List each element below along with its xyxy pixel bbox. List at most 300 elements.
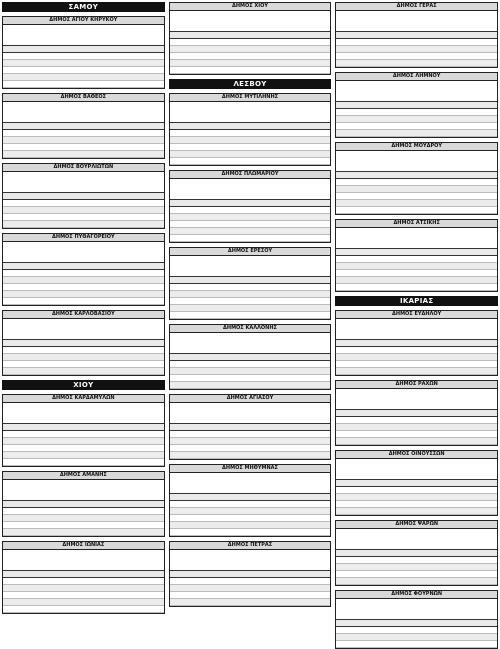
table-cell [123,606,163,613]
table-cell [250,445,290,452]
table-cell [250,529,290,536]
table-cell [83,291,123,298]
table-header-cell [377,249,417,256]
table-cell [170,221,210,228]
table-cell [377,424,417,431]
table-cell [123,67,163,74]
summary-cell [124,416,161,422]
table-cell [170,228,210,235]
table-cell [457,438,497,445]
table-cell [417,53,457,60]
table-cell [336,508,376,515]
table-cell [83,354,123,361]
summary-cell [339,94,376,100]
table-cell [250,312,290,319]
summary-cell [84,332,121,338]
table-cell [457,501,497,508]
summary-cell [251,346,288,352]
table-cell [336,627,376,634]
table-row [170,375,331,382]
summary-cell [339,241,376,247]
table-row [336,487,497,494]
table-header-cell [170,32,210,39]
table-cell [170,305,210,312]
table-cell [290,592,330,599]
table-cell [3,599,43,606]
table-cell [170,515,210,522]
municipality-card [169,2,332,75]
results-table [336,479,497,515]
results-table [170,493,331,536]
table-header-cell [250,571,290,578]
table-header-cell [83,263,123,270]
table-row [170,291,331,298]
table-cell [170,207,210,214]
table-cell [3,74,43,81]
table-header-cell [417,102,457,109]
table-cell [417,417,457,424]
table-cell [377,487,417,494]
table-row [170,60,331,67]
table-cell [123,53,163,60]
table-cell [83,585,123,592]
table-row [170,515,331,522]
table-cell [457,186,497,193]
municipality-card [169,170,332,243]
table-cell [170,284,210,291]
summary-cell [418,472,455,478]
table-cell [377,186,417,193]
table-cell [83,445,123,452]
table-row [3,81,164,88]
table-row [336,557,497,564]
table-cell [250,158,290,165]
table-cell [417,501,457,508]
table-header-cell [377,32,417,39]
table-cell [377,46,417,53]
table-cell [123,515,163,522]
summary-cell [251,24,288,30]
table-cell [417,130,457,137]
table-header-cell [123,263,163,270]
table-cell [457,39,497,46]
table-cell [210,39,250,46]
results-table [170,122,331,165]
table-cell [290,529,330,536]
table-header-cell [457,480,497,487]
table-cell [336,368,376,375]
table-cell [3,354,43,361]
table-cell [290,375,330,382]
municipality-card [169,394,332,460]
table-header-cell [250,424,290,431]
summary-cell [379,94,416,100]
table-cell [83,515,123,522]
table-cell [123,291,163,298]
table-cell [336,46,376,53]
table-cell [417,179,457,186]
table-header-cell [123,46,163,53]
table-cell [417,557,457,564]
summary-cell [339,542,376,548]
table-cell [43,599,83,606]
table-row [170,298,331,305]
municipality-card [169,247,332,320]
summary-block [336,459,497,479]
table-cell [43,74,83,81]
table-cell [417,60,457,67]
table-cell [83,207,123,214]
table-row [3,361,164,368]
table-row [170,158,331,165]
table-header-cell [417,620,457,627]
table-cell [170,46,210,53]
table-row [336,277,497,284]
table-cell [43,270,83,277]
municipality-card [335,72,498,138]
table-cell [210,599,250,606]
table-cell [336,438,376,445]
table-cell [43,452,83,459]
table-cell [83,53,123,60]
table-cell [43,130,83,137]
table-row [3,431,164,438]
table-header-cell [43,193,83,200]
table-cell [83,130,123,137]
results-table [170,199,331,242]
table-cell [417,256,457,263]
municipality-title: ΔΗΜΟΣ ΓΕΡΑΣ [336,3,497,11]
table-cell [457,564,497,571]
table-cell [250,431,290,438]
table-header-cell [417,32,457,39]
table-cell [170,137,210,144]
table-cell [3,606,43,613]
summary-cell [6,38,43,44]
table-cell [210,130,250,137]
summary-block [336,599,497,619]
summary-cell [457,24,494,30]
table-cell [290,284,330,291]
table-header-cell [290,494,330,501]
table-cell [83,431,123,438]
table-row [3,368,164,375]
table-header-cell [123,501,163,508]
summary-cell [379,332,416,338]
table-cell [250,298,290,305]
table-row [3,151,164,158]
table-row [336,508,497,515]
summary-block [170,256,331,276]
table-header-cell [83,193,123,200]
summary-cell [6,185,43,191]
table-row [170,53,331,60]
table-cell [457,627,497,634]
table-cell [417,207,457,214]
table-cell [457,130,497,137]
table-cell [250,284,290,291]
table-cell [123,284,163,291]
table-cell [43,81,83,88]
table-header-cell [250,277,290,284]
table-header-cell [457,32,497,39]
table-row [3,137,164,144]
table-cell [123,347,163,354]
table-cell [457,277,497,284]
results-table [3,339,164,375]
table-cell [123,508,163,515]
table-header-cell [43,424,83,431]
table-cell [123,529,163,536]
table-cell [377,564,417,571]
summary-cell [212,416,249,422]
table-cell [3,60,43,67]
table-row [3,452,164,459]
table-header-cell [417,410,457,417]
table-cell [3,214,43,221]
table-header-cell [290,200,330,207]
municipality-card [335,590,498,649]
summary-cell [124,115,161,121]
table-header-cell [3,263,43,270]
table-cell [336,200,376,207]
summary-cell [457,472,494,478]
table-cell [170,39,210,46]
summary-cell [379,402,416,408]
table-cell [210,298,250,305]
table-cell [457,116,497,123]
table-cell [417,263,457,270]
table-cell [3,578,43,585]
table-cell [250,368,290,375]
summary-cell [379,164,416,170]
table-cell [210,284,250,291]
municipality-title: ΔΗΜΟΣ ΕΥΔΗΛΟΥ [336,311,497,319]
table-cell [210,221,250,228]
table-cell [3,130,43,137]
municipality-title: ΔΗΜΟΣ ΚΑΡΛΟΒΑΣΙΟΥ [3,311,164,319]
results-table [3,570,164,613]
table-cell [83,529,123,536]
table-cell [377,417,417,424]
summary-cell [173,346,210,352]
table-header-cell [210,32,250,39]
table-cell [336,487,376,494]
table-header-cell [377,620,417,627]
summary-cell [6,255,43,261]
table-cell [83,578,123,585]
table-cell [377,53,417,60]
summary-cell [84,563,121,569]
table-cell [83,592,123,599]
table-cell [336,501,376,508]
table-cell [336,123,376,130]
table-cell [83,221,123,228]
table-cell [377,508,417,515]
table-cell [170,501,210,508]
summary-block [3,480,164,500]
summary-cell [418,332,455,338]
summary-block [170,11,331,31]
table-cell [457,179,497,186]
table-cell [3,361,43,368]
table-row [170,529,331,536]
table-row [336,501,497,508]
table-header-cell [210,123,250,130]
table-cell [170,130,210,137]
table-cell [123,452,163,459]
table-row [170,305,331,312]
table-cell [457,200,497,207]
table-cell [417,641,457,648]
table-cell [123,592,163,599]
table-cell [336,60,376,67]
table-cell [210,522,250,529]
table-header-cell [377,340,417,347]
table-header-cell [377,172,417,179]
table-cell [43,277,83,284]
municipality-title: ΔΗΜΟΣ ΨΑΡΩΝ [336,521,497,529]
table-cell [250,438,290,445]
results-table [3,423,164,466]
municipality-card [2,471,165,537]
table-cell [123,270,163,277]
table-cell [170,214,210,221]
summary-cell [339,402,376,408]
table-cell [290,60,330,67]
table-cell [123,221,163,228]
table-row [3,130,164,137]
table-cell [250,452,290,459]
table-cell [417,627,457,634]
summary-cell [290,416,327,422]
municipality-title: ΔΗΜΟΣ ΟΙΝΟΥΣΣΩΝ [336,451,497,459]
table-cell [83,438,123,445]
table-cell [170,291,210,298]
table-cell [210,452,250,459]
table-cell [170,235,210,242]
municipality-card [2,310,165,376]
results-table [336,339,497,375]
table-cell [123,368,163,375]
table-cell [170,375,210,382]
table-cell [457,571,497,578]
summary-cell [212,24,249,30]
table-header-cell [123,424,163,431]
municipality-title: ΔΗΜΟΣ ΑΓΙΑΣΟΥ [170,395,331,403]
summary-cell [173,269,210,275]
table-cell [170,53,210,60]
table-cell [210,361,250,368]
table-row [336,263,497,270]
summary-cell [124,493,161,499]
table-cell [250,305,290,312]
summary-block [336,81,497,101]
table-header-cell [336,32,376,39]
summary-cell [124,185,161,191]
table-row [336,200,497,207]
table-cell [210,207,250,214]
summary-cell [124,332,161,338]
table-cell [336,557,376,564]
table-cell [457,109,497,116]
table-row [336,179,497,186]
table-header-cell [210,354,250,361]
municipality-title: ΔΗΜΟΣ ΠΕΤΡΑΣ [170,542,331,550]
table-cell [417,424,457,431]
table-row [336,354,497,361]
table-cell [377,431,417,438]
table-header-cell [250,32,290,39]
table-row [3,347,164,354]
table-header-cell [290,277,330,284]
table-cell [43,515,83,522]
table-cell [210,144,250,151]
table-cell [377,641,417,648]
table-cell [123,522,163,529]
table-header-cell [250,200,290,207]
summary-cell [251,416,288,422]
municipality-title: ΔΗΜΟΣ ΕΡΕΣΟΥ [170,248,331,256]
municipality-title: ΔΗΜΟΣ ΦΟΥΡΝΩΝ [336,591,497,599]
table-header-cell [210,494,250,501]
table-cell [250,207,290,214]
table-header-cell [43,501,83,508]
table-cell [377,354,417,361]
table-row [336,60,497,67]
table-row [170,592,331,599]
table-cell [417,354,457,361]
table-cell [290,599,330,606]
summary-cell [84,255,121,261]
table-cell [417,116,457,123]
table-cell [457,46,497,53]
summary-cell [457,612,494,618]
table-header-cell [3,571,43,578]
table-row [170,452,331,459]
table-cell [290,67,330,74]
table-cell [417,634,457,641]
results-table [3,45,164,88]
summary-cell [6,416,43,422]
table-row [170,431,331,438]
table-cell [290,235,330,242]
table-cell [290,578,330,585]
table-header-cell [457,550,497,557]
table-cell [336,564,376,571]
table-cell [170,67,210,74]
table-cell [83,81,123,88]
table-cell [3,291,43,298]
summary-block [3,550,164,570]
table-cell [290,130,330,137]
summary-cell [45,185,82,191]
table-cell [43,361,83,368]
table-header-cell [290,354,330,361]
table-cell [336,361,376,368]
table-row [336,438,497,445]
summary-cell [173,192,210,198]
summary-cell [379,612,416,618]
table-cell [457,53,497,60]
table-cell [417,123,457,130]
table-cell [210,529,250,536]
table-row [170,312,331,319]
table-header-cell [3,193,43,200]
table-cell [43,53,83,60]
results-table [170,423,331,459]
table-cell [43,298,83,305]
